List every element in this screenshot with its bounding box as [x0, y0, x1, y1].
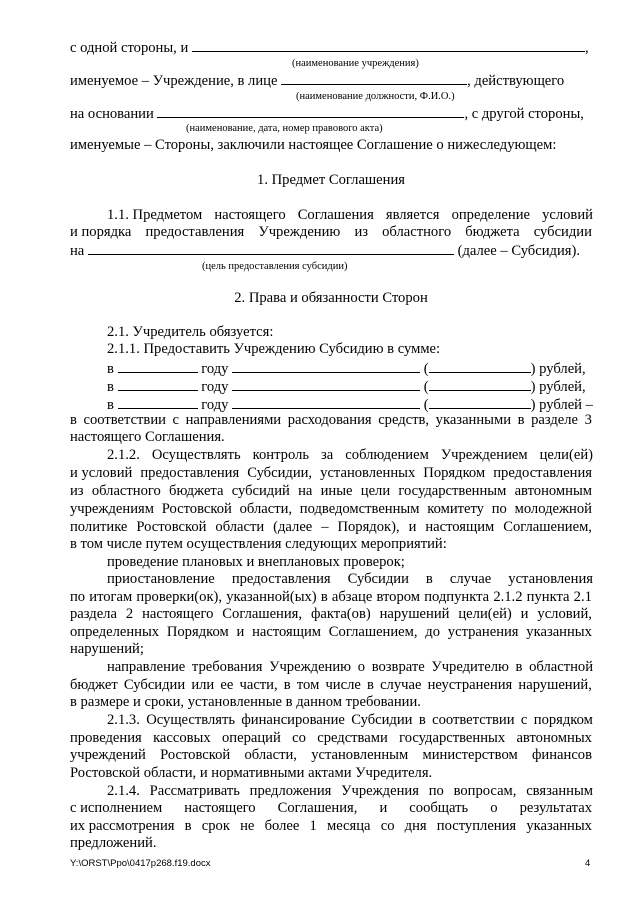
paragraph-line: 2.1. Учредитель обязуется: [107, 324, 274, 340]
word: соответствии [432, 712, 515, 728]
word: цели(ей) [458, 606, 512, 622]
word: порядком [533, 712, 593, 728]
paragraph-line [70, 605, 592, 623]
blank-line [118, 394, 198, 409]
word: Соглашения, [277, 800, 358, 816]
word: устранения [447, 624, 519, 640]
paragraph-line [70, 676, 592, 694]
word: предоставления [140, 465, 240, 481]
paragraph-line: предложений. [70, 835, 157, 851]
word: в [367, 677, 374, 693]
word: Учреждению [258, 224, 341, 240]
word: результатах [519, 800, 592, 816]
word: до [425, 624, 441, 640]
word: по [428, 783, 444, 799]
word: проведения [70, 730, 142, 746]
word: настоящим [252, 624, 322, 640]
word: настоящего [214, 207, 286, 223]
word: указанных [526, 624, 592, 640]
word: цели [360, 483, 391, 499]
word: министерством [422, 747, 518, 763]
word: автономных [516, 730, 592, 746]
word: о [490, 800, 498, 816]
word: предоставления [231, 571, 331, 587]
word: и [236, 624, 245, 640]
word: предоставления [145, 224, 245, 240]
paragraph-line [107, 570, 593, 588]
word: областного [91, 483, 161, 499]
word: приостановление [107, 571, 215, 587]
word: том [296, 677, 320, 693]
paragraph-line: на (далее – Субсидия). [70, 240, 580, 260]
word: комитету [427, 501, 484, 517]
word: Соглашения, [222, 606, 303, 622]
blank-line [118, 376, 198, 391]
word: Учреждением [440, 447, 528, 463]
word: Субсидии, [247, 465, 313, 481]
word: в [70, 412, 77, 428]
word: с [520, 712, 528, 728]
word: неустранения [427, 677, 513, 693]
word: в [184, 818, 192, 834]
word: Ростовской [136, 519, 207, 535]
paragraph-line [70, 518, 592, 536]
word: подведомственным [299, 501, 420, 517]
intro-line-1: с одной стороны, и , [70, 37, 603, 57]
paragraph-line [107, 446, 593, 464]
paragraph-line: настоящего Соглашения. [70, 429, 225, 445]
word: их рассмотрения [70, 818, 175, 834]
paragraph-line [70, 746, 592, 764]
file-path: Y:\ORST\Ppo\0417p268.f19.docx [70, 858, 211, 869]
blank-line [88, 240, 454, 255]
word: определенных [70, 624, 160, 640]
amount-row: в году ( ) рублей – [107, 394, 593, 414]
word: Ростовской [160, 747, 231, 763]
blank-line [429, 358, 531, 373]
word: ее [220, 677, 234, 693]
word: из [354, 224, 369, 240]
word: указанными [435, 412, 512, 428]
word: раздела [70, 606, 117, 622]
paragraph-line [70, 482, 592, 500]
paragraph-line [70, 729, 592, 747]
word: с исполнением [70, 800, 163, 816]
word: направление [107, 659, 186, 675]
paragraph-line [107, 206, 593, 224]
word: Осуществлять [146, 712, 235, 728]
word: областной [529, 659, 593, 675]
word: 2.1.3. [107, 712, 140, 728]
word: не [240, 818, 255, 834]
word: 2.1.2. [107, 447, 140, 463]
blank-line [281, 70, 467, 85]
word: в [517, 412, 525, 428]
word: Учреждения [341, 783, 419, 799]
paragraph-line: 2.1.1. Предоставить Учреждению Субсидию в сумме: [107, 341, 441, 357]
word: Порядком [166, 624, 229, 640]
word: областного [382, 224, 452, 240]
section-heading: 1. Предмет Соглашения [257, 172, 405, 188]
word: бюджета [169, 483, 224, 499]
word: в [418, 712, 426, 728]
paragraph-line: в размере и сроки, установленные в данном требовании. [70, 694, 421, 710]
word: предложения [249, 783, 332, 799]
blank-line [429, 394, 531, 409]
amount-row: в году ( ) рублей, [107, 358, 586, 378]
paragraph-line [70, 411, 592, 429]
word: указанной(ых) [226, 589, 317, 605]
word: цели(ей) [539, 447, 593, 463]
word: 1.1. Предметом [107, 207, 203, 223]
word: установления [508, 571, 593, 587]
word: бюджета [465, 224, 520, 240]
word: и порядка [70, 224, 132, 240]
blank-line [429, 376, 531, 391]
word: со [292, 730, 306, 746]
amount-row: в году ( ) рублей, [107, 376, 586, 396]
word: условий, [537, 606, 592, 622]
word: Соглашением, [503, 519, 592, 535]
field-caption: (наименование учреждения) [292, 58, 419, 69]
word: Ростовской [161, 501, 232, 517]
blank-line [157, 103, 464, 118]
word: за [321, 447, 334, 463]
word: нарушений, [518, 677, 592, 693]
paragraph-line [70, 464, 592, 482]
word: по [70, 589, 86, 605]
word: расходования [287, 412, 372, 428]
word: и [520, 606, 529, 622]
word: нарушений [379, 606, 450, 622]
word: требования [191, 659, 263, 675]
word: в [320, 589, 328, 605]
word: дня [404, 818, 427, 834]
word: сообщать [409, 800, 469, 816]
word: контроль [252, 447, 310, 463]
word: с [172, 412, 180, 428]
word: настоящего [184, 800, 256, 816]
word: в [283, 677, 291, 693]
paragraph-line: нарушений; [70, 641, 144, 657]
word: и [379, 800, 388, 816]
paragraph-line: проведение плановых и внеплановых проверок; [107, 554, 405, 570]
word: поступления [436, 818, 517, 834]
word: соответствии [83, 412, 166, 428]
word: возврате [371, 659, 425, 675]
word: условий [542, 207, 593, 223]
word: числе [325, 677, 361, 693]
word: Соглашения [297, 207, 374, 223]
word: более [264, 818, 300, 834]
word: из [70, 483, 84, 499]
word: области [215, 519, 265, 535]
word: учреждений [70, 747, 146, 763]
word: проверки(ок), [136, 589, 223, 605]
intro-line-3: на основании , с другой стороны, [70, 103, 584, 123]
paragraph-line [107, 782, 593, 800]
word: направлениями [185, 412, 282, 428]
blank-line [232, 394, 420, 409]
word: молодежной [514, 501, 592, 517]
word: вопросам, [453, 783, 517, 799]
word: в [425, 571, 433, 587]
word: операций [221, 730, 281, 746]
blank-line [232, 376, 420, 391]
word: соблюдением [345, 447, 429, 463]
paragraph-line [107, 711, 593, 729]
word: государственных [399, 730, 506, 746]
intro-line-4: именуемые – Стороны, заключили настоящее Соглашение о нижеследующем: [70, 137, 557, 153]
section-heading: 2. Права и обязанности Сторон [234, 290, 428, 306]
paragraph-line [107, 658, 593, 676]
word: финансов [531, 747, 592, 763]
word: итогам [89, 589, 133, 605]
word: политике [70, 519, 128, 535]
word: разделе [531, 412, 579, 428]
word: 2.1.4. [107, 783, 140, 799]
word: Рассматривать [149, 783, 240, 799]
word: 3 [584, 412, 592, 428]
intro-line-2: именуемое – Учреждение, в лице , действующего [70, 70, 564, 90]
word: втором [376, 589, 421, 605]
word: случае [380, 677, 422, 693]
word: по [491, 501, 507, 517]
page-number: 4 [585, 858, 591, 869]
word: средств, [378, 412, 430, 428]
paragraph-line [70, 623, 592, 641]
word: является [385, 207, 440, 223]
word: области, [244, 747, 297, 763]
paragraph-line [70, 799, 592, 817]
word: финансирование [241, 712, 345, 728]
word: Порядком [423, 465, 486, 481]
word: в [515, 659, 523, 675]
word: установленным [311, 747, 409, 763]
word: на [298, 483, 313, 499]
word: или [191, 677, 215, 693]
field-caption: (наименование должности, Ф.И.О.) [296, 91, 455, 102]
word: средствами [317, 730, 388, 746]
field-caption: (цель предоставления субсидии) [202, 261, 348, 272]
word: кассовых [153, 730, 211, 746]
word: пункта [526, 589, 570, 605]
word: учреждениям [70, 501, 154, 517]
paragraph-line [70, 588, 592, 606]
blank-line [232, 358, 420, 373]
word: – [321, 519, 329, 535]
word: и условий [70, 465, 133, 481]
word: 2 [125, 606, 134, 622]
blank-line [192, 37, 585, 52]
word: иные [320, 483, 353, 499]
word: (далее [273, 519, 313, 535]
paragraph-line [70, 223, 592, 241]
word: 1 [309, 818, 317, 834]
word: предоставления [493, 465, 592, 481]
word: месяца [326, 818, 371, 834]
word: указанных [526, 818, 592, 834]
word: установленных [320, 465, 416, 481]
word: о [357, 659, 366, 675]
word: Соглашением, [328, 624, 418, 640]
word: Осуществлять [151, 447, 241, 463]
word: Субсидии [351, 712, 413, 728]
word: государственным [398, 483, 507, 499]
word: срок [201, 818, 230, 834]
word: бюджет [70, 677, 118, 693]
word: Субсидии [123, 677, 186, 693]
word: настоящего [142, 606, 214, 622]
word: автономным [514, 483, 592, 499]
paragraph-line [70, 817, 592, 835]
word: 2.1.2 [493, 589, 523, 605]
intro-text: с одной стороны, и [70, 40, 189, 56]
paragraph-line: в том числе путем осуществления следующих мероприятий: [70, 536, 447, 552]
blank-line [118, 358, 198, 373]
word: части, [239, 677, 278, 693]
word: случае [449, 571, 492, 587]
word: определение [451, 207, 531, 223]
word: субсидии [533, 224, 592, 240]
word: и [408, 519, 417, 535]
word: связанным [526, 783, 593, 799]
word: Субсидии [347, 571, 409, 587]
field-caption: (наименование, дата, номер правового акта) [186, 123, 383, 134]
word: факта(ов) [310, 606, 371, 622]
word: со [380, 818, 395, 834]
word: субсидий [231, 483, 290, 499]
paragraph-line [70, 500, 592, 518]
word: подпункта [424, 589, 490, 605]
paragraph-line: Ростовской области, и нормативными актами Учредителя. [70, 765, 433, 781]
word: Учреждению [269, 659, 352, 675]
word: абзаце [331, 589, 373, 605]
word: настоящим [425, 519, 495, 535]
word: 2.1 [573, 589, 592, 605]
word: области, [239, 501, 293, 517]
word: Учредителю [431, 659, 509, 675]
word: Порядок), [337, 519, 400, 535]
